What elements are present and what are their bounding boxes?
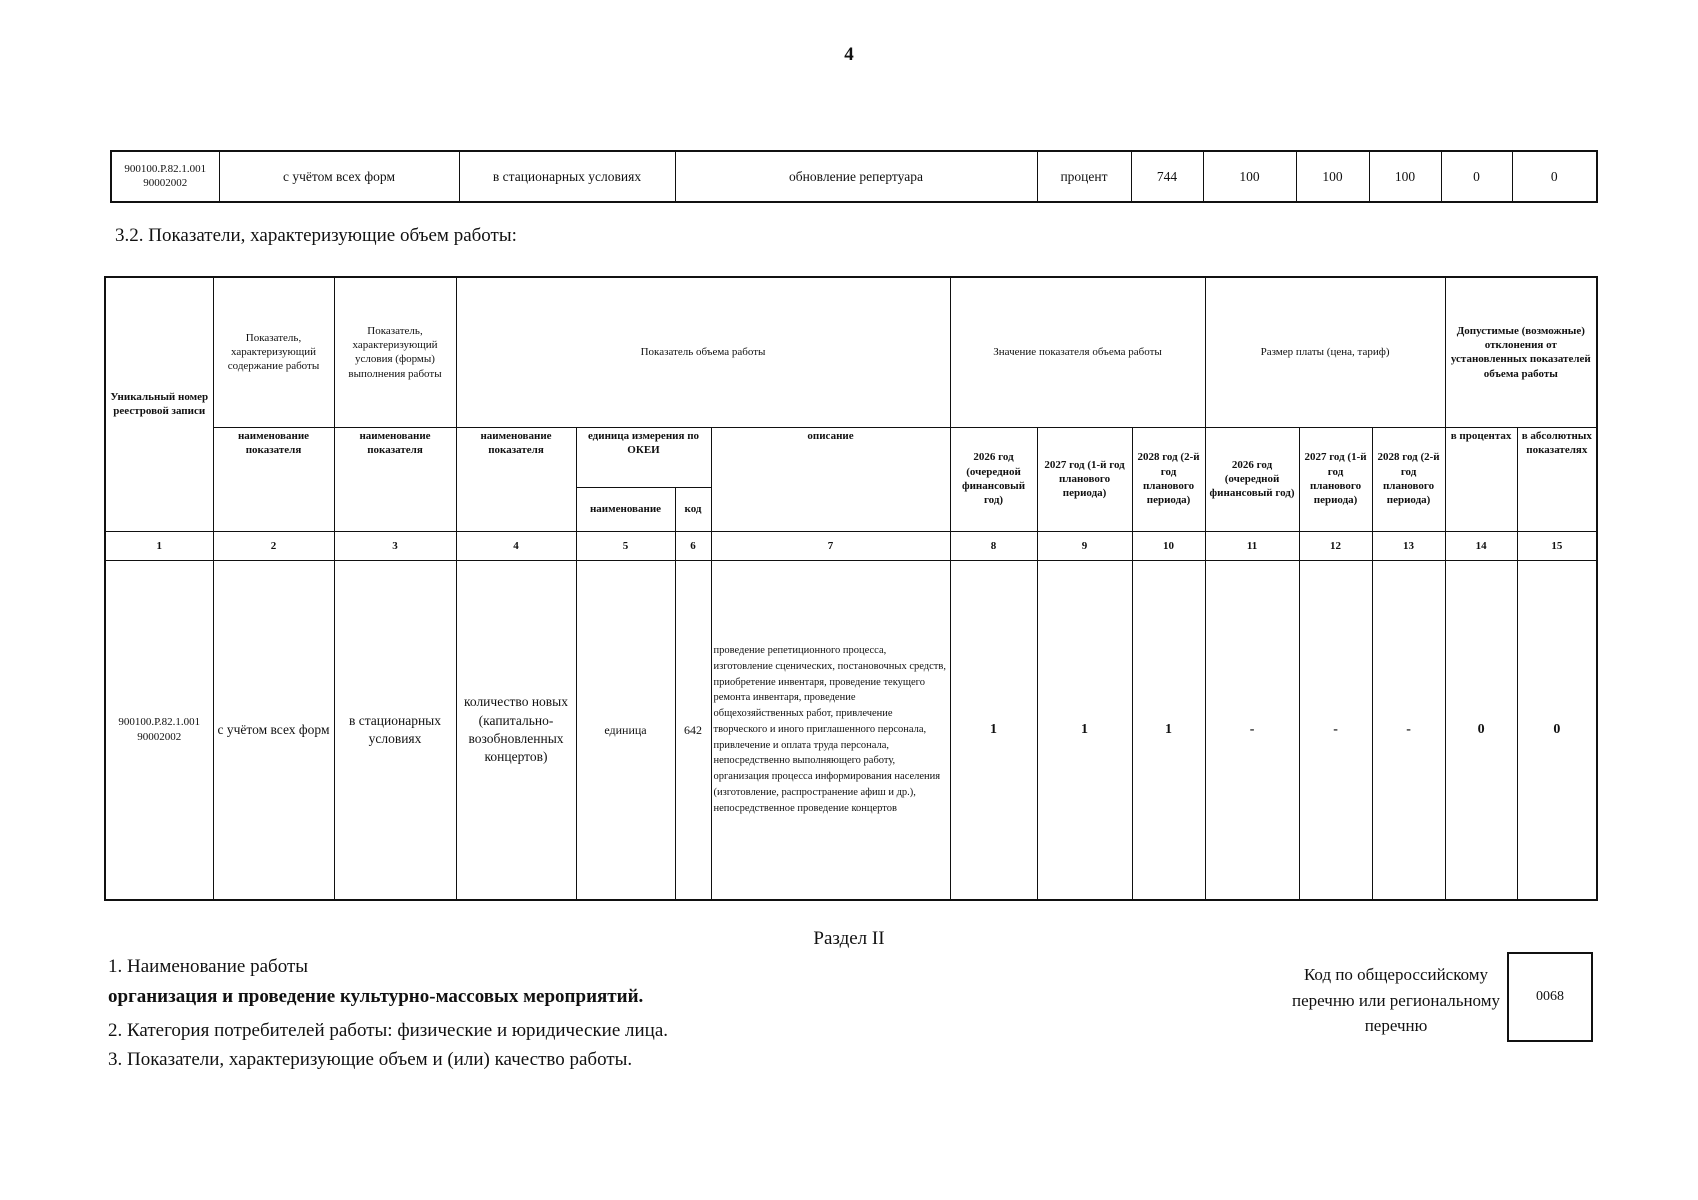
- header-registry-number: Уникальный номер реестровой записи: [105, 277, 213, 531]
- value-2026-cell: 100: [1203, 151, 1296, 202]
- table-row: [105, 560, 1597, 900]
- unit-code-cell: 642: [675, 560, 711, 900]
- unit-code-cell: 744: [1131, 151, 1203, 202]
- header-in-percent: в процентах: [1445, 427, 1517, 531]
- work-name: организация и проведение культурно-массовых мероприятий.: [108, 986, 644, 1007]
- header-in-absolute: в абсолютных показателях: [1517, 427, 1597, 531]
- header-indicator-name: наименование показателя: [334, 427, 456, 531]
- column-number: 9: [1037, 531, 1132, 560]
- fee-2028-cell: -: [1372, 560, 1445, 900]
- header-content-indicator: Показатель, характеризующий содержание работы: [213, 277, 334, 427]
- header-indicator-name: наименование показателя: [456, 427, 576, 531]
- header-row: [105, 277, 1597, 427]
- column-number: 6: [675, 531, 711, 560]
- consumer-category: 2. Категория потребителей работы: физические и юридические лица.: [108, 1020, 669, 1041]
- section-title: Раздел II: [813, 928, 885, 949]
- column-number: 8: [950, 531, 1037, 560]
- code-box: [1507, 952, 1593, 1042]
- deviation-percent-cell: 0: [1445, 560, 1517, 900]
- description-cell: проведение репетиционного процесса, изготовление сценических, постановочных средств, приобретение инвентаря, проведение текущего ремонта инвентаря, проведение общехозяйственных работ, привлечение творческого и иного приглашенного персонала, привлечение и оплата труда персонала, непосредственно выполняющего работу, организация процесса информирования населения (изготовление, распространение афиш и др.), непосредственное проведение концертов: [711, 560, 950, 900]
- value-2027-cell: 100: [1296, 151, 1369, 202]
- value-2027-cell: 1: [1037, 560, 1132, 900]
- indicator-cell: количество новых (капитально-возобновленных концертов): [456, 560, 576, 900]
- header-year-2028: 2028 год (2-й год планового периода): [1132, 427, 1205, 531]
- deviation-percent-cell: 0: [1441, 151, 1512, 202]
- column-number-row: [105, 531, 1597, 560]
- registry-number-cell: 900100.Р.82.1.001 90002002: [105, 560, 213, 900]
- unit-name-cell: единица: [576, 560, 675, 900]
- column-number: 14: [1445, 531, 1517, 560]
- header-row: [105, 427, 1597, 487]
- header-fee-2028: 2028 год (2-й год планового периода): [1372, 427, 1445, 531]
- deviation-absolute-cell: 0: [1512, 151, 1597, 202]
- value-2028-cell: 1: [1132, 560, 1205, 900]
- column-number: 3: [334, 531, 456, 560]
- work-name-label: 1. Наименование работы: [108, 956, 309, 977]
- fee-2027-cell: -: [1299, 560, 1372, 900]
- registry-number-cell: 900100.Р.82.1.001 90002002: [111, 151, 219, 202]
- column-number: 12: [1299, 531, 1372, 560]
- code-value: 0068: [1536, 989, 1564, 1004]
- header-volume-indicator: Показатель объема работы: [456, 277, 950, 427]
- content-cell: с учётом всех форм: [219, 151, 459, 202]
- indicator-cell: обновление репертуара: [675, 151, 1037, 202]
- column-number: 2: [213, 531, 334, 560]
- conditions-cell: в стационарных условиях: [459, 151, 675, 202]
- conditions-cell: в стационарных условиях: [334, 560, 456, 900]
- header-okei-code: код: [675, 487, 711, 531]
- header-fee-size: Размер платы (цена, тариф): [1205, 277, 1445, 427]
- table-row: [111, 151, 1597, 202]
- header-fee-2026: 2026 год (очередной финансовый год): [1205, 427, 1299, 531]
- header-okei-name: наименование: [576, 487, 675, 531]
- volume-indicators-table: [104, 276, 1598, 901]
- page-number: 4: [844, 44, 854, 65]
- header-year-2027: 2027 год (1-й год планового периода): [1037, 427, 1132, 531]
- header-fee-2027: 2027 год (1-й год планового периода): [1299, 427, 1372, 531]
- column-number: 4: [456, 531, 576, 560]
- value-2028-cell: 100: [1369, 151, 1441, 202]
- column-number: 10: [1132, 531, 1205, 560]
- quality-indicators-continuation-table: [110, 150, 1598, 203]
- header-conditions-indicator: Показатель, характеризующий условия (формы) выполнения работы: [334, 277, 456, 427]
- column-number: 13: [1372, 531, 1445, 560]
- deviation-absolute-cell: 0: [1517, 560, 1597, 900]
- header-volume-value: Значение показателя объема работы: [950, 277, 1205, 427]
- code-label: Код по общероссийскому перечню или региональному перечню: [1292, 965, 1500, 1035]
- fee-2026-cell: -: [1205, 560, 1299, 900]
- header-allowed-deviations: Допустимые (возможные) отклонения от установленных показателей объема работы: [1445, 277, 1597, 427]
- header-okei-unit: единица измерения по ОКЕИ: [576, 427, 711, 487]
- column-number: 1: [105, 531, 213, 560]
- header-description: описание: [711, 427, 950, 531]
- header-indicator-name: наименование показателя: [213, 427, 334, 531]
- column-number: 15: [1517, 531, 1597, 560]
- column-number: 5: [576, 531, 675, 560]
- header-year-2026: 2026 год (очередной финансовый год): [950, 427, 1037, 531]
- column-number: 7: [711, 531, 950, 560]
- value-2026-cell: 1: [950, 560, 1037, 900]
- unit-cell: процент: [1037, 151, 1131, 202]
- indicators-heading: 3. Показатели, характеризующие объем и (или) качество работы.: [108, 1049, 633, 1070]
- column-number: 11: [1205, 531, 1299, 560]
- section-3-2-heading: 3.2. Показатели, характеризующие объем работы:: [115, 225, 517, 246]
- content-cell: с учётом всех форм: [213, 560, 334, 900]
